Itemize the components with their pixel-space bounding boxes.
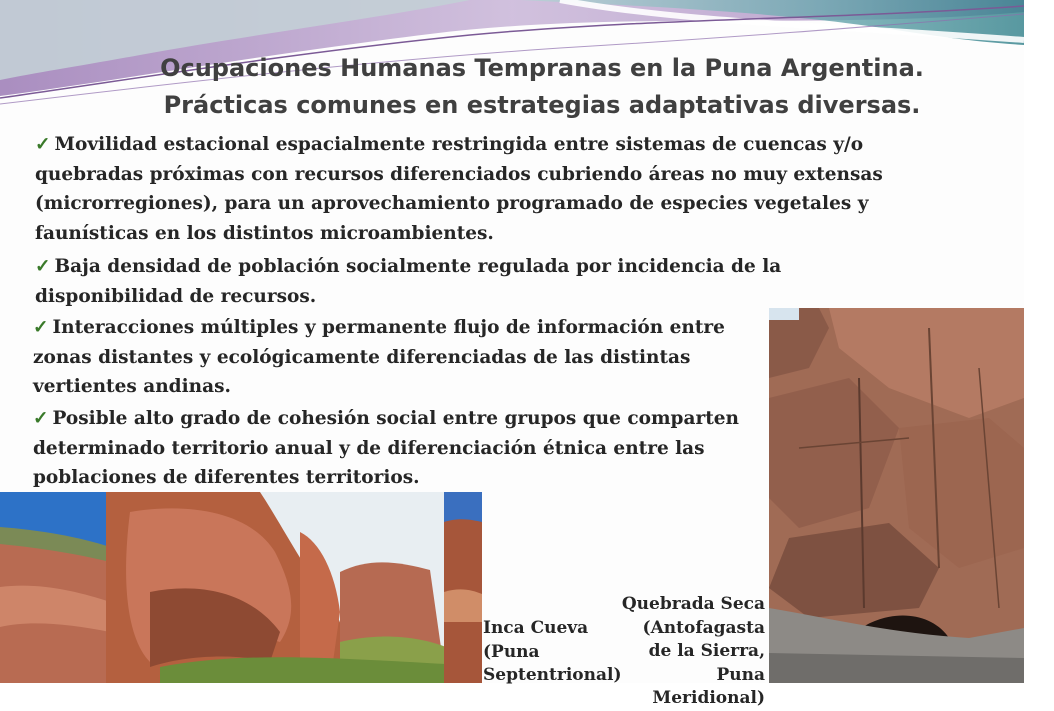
checkmark-icon: ✓ [35, 134, 51, 155]
inca-cueva-photo [0, 492, 482, 683]
bullet-text: Movilidad estacional espacialmente restringida entre sistemas de cuencas y/o quebradas próximas con recursos diferenciados cubriendo áreas no muy extensas (microrregiones), para un aprovechamiento programado de especies vegetales y faunísticas en los distintos microambientes. [35, 134, 883, 244]
bullet-item [33, 404, 753, 493]
checkmark-icon: ✓ [33, 408, 49, 429]
checkmark-icon: ✓ [35, 256, 51, 277]
slide-title-line-2: Prácticas comunes en estrategias adaptativas diversas. [163, 91, 921, 119]
quebrada-seca-photo [769, 308, 1024, 683]
bullet-text: Interacciones múltiples y permanente flujo de información entre zonas distantes y ecológicamente diferenciadas de las distintas vertientes andinas. [33, 317, 725, 397]
bullet-item [35, 130, 970, 248]
caption-inca-cueva: Inca Cueva (Puna Septentrional) [483, 618, 622, 685]
slide-title-line-1: Ocupaciones Humanas Tempranas en la Puna Argentina. [160, 54, 924, 82]
checkmark-icon: ✓ [33, 317, 49, 338]
bullet-item [33, 313, 753, 402]
bullet-item [35, 252, 895, 311]
bullet-text: Baja densidad de población socialmente regulada por incidencia de la disponibilidad de recursos. [35, 256, 782, 307]
bullet-text: Posible alto grado de cohesión social entre grupos que comparten determinado territorio anual y de diferenciación étnica entre las poblaciones de diferentes territorios. [33, 408, 739, 488]
caption-quebrada-seca: Quebrada Seca (Antofagasta de la Sierra, Puna Meridional) [621, 594, 765, 708]
